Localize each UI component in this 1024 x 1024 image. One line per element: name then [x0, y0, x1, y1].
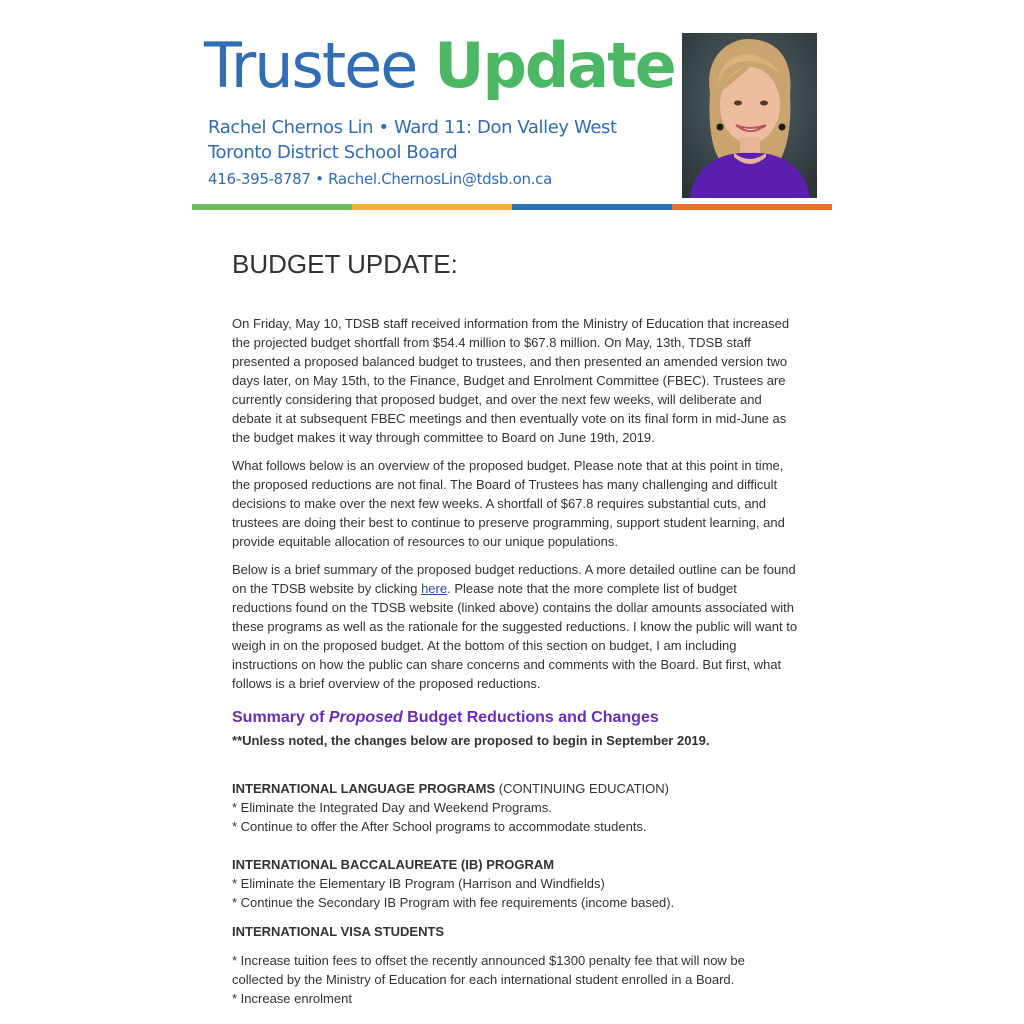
divider-orange [672, 204, 832, 210]
newsletter-header [192, 24, 832, 210]
section-title [232, 922, 798, 941]
divider-green [192, 204, 352, 210]
trustee-name-ward: Rachel Chernos Lin • Ward 11: Don Valley West [208, 117, 617, 138]
newsletter-title [204, 26, 675, 106]
paragraph-text-before: Below is a brief summary of the proposed budget reductions. A more detailed outline can be found on the TDSB website by clicking [232, 562, 796, 596]
board-name: Toronto District School Board [208, 142, 458, 163]
budget-update-heading: BUDGET UPDATE: [232, 249, 458, 279]
contact-info: 416-395-8787 • Rachel.ChernosLin@tdsb.on.ca [208, 170, 552, 188]
section-title-bold: INTERNATIONAL BACCALAUREATE (IB) PROGRAM [232, 857, 555, 872]
portrait-photo [682, 33, 817, 198]
list-item: * Increase tuition fees to offset the recently announced $1300 penalty fee that will now be collected by the Ministry of Education for each international student enrolled in a Board. [232, 953, 745, 987]
summary-heading-before: Summary of [232, 709, 329, 726]
list-item: * Continue the Secondary IB Program with fee requirements (income based). [232, 895, 675, 910]
title-trustee: Trustee [204, 29, 417, 102]
title-update: Update [434, 29, 675, 102]
section-title-bold: INTERNATIONAL LANGUAGE PROGRAMS [232, 781, 496, 796]
paragraph-shortfall: On Friday, May 10, TDSB staff received information from the Ministry of Education that increased the projected budget shortfall from $54.4 million to $67.8 million. On May, 13th, TDSB staff presented a proposed balanced budget to trustees, and then presented an amended version two days later, on May 15th, to the Finance, Budget and Enrolment Committee (FBEC). Trustees are currently considering that proposed budget, and over the next few weeks, will deliberate and debate it at subsequent FBEC meetings and then eventually vote on its final form in mid-June as the budget makes it way through committee to Board on June 19th, 2019. [232, 316, 790, 445]
schedule-note: **Unless noted, the changes below are proposed to begin in September 2019. [232, 733, 710, 748]
portrait-illustration [682, 33, 817, 198]
section-title [232, 855, 798, 874]
paragraph-overview: What follows below is an overview of the proposed budget. Please note that at this point in time, the proposed reductions are not final. The Board of Trustees has many challenging and difficult decisions to make over the next few weeks. A shortfall of $67.8 requires substantial cuts, and trustees are doing their best to continue to preserve programming, support student learning, and provide equitable allocation of resources to our unique populations. [232, 458, 785, 549]
list-item: * Eliminate the Elementary IB Program (Harrison and Windfields) [232, 876, 605, 891]
section-title [232, 779, 798, 798]
section-title-bold: INTERNATIONAL VISA STUDENTS [232, 924, 445, 939]
section-visa-students [232, 922, 798, 1008]
list-item: * Eliminate the Integrated Day and Weekend Programs. [232, 800, 552, 815]
list-item: * Continue to offer the After School programs to accommodate students. [232, 819, 647, 834]
paragraph-summary-intro [232, 560, 798, 693]
summary-heading-after: Budget Reductions and Changes [402, 709, 659, 726]
list-item: * Increase enrolment [232, 991, 352, 1006]
summary-heading [232, 707, 798, 729]
paragraph-text-after: . Please note that the more complete list of budget reductions found on the TDSB website (linked above) contains the dollar amounts associated with these programs as well as the rationale for the suggested reductions. I know the public will want to weigh in on the proposed budget. At the bottom of this section on budget, I am including instructions on how the public can share concerns and comments with the Board. But first, what follows is a brief overview of the proposed reductions. [232, 581, 798, 691]
summary-heading-italic: Proposed [328, 709, 403, 726]
newsletter-body [232, 240, 798, 1008]
divider-yellow [352, 204, 512, 210]
divider-blue [512, 204, 672, 210]
section-ib-program [232, 855, 798, 912]
section-title-suffix: (CONTINUING EDUCATION) [495, 781, 669, 796]
section-international-languages [232, 779, 798, 836]
tdsb-website-link[interactable]: here [421, 581, 448, 596]
